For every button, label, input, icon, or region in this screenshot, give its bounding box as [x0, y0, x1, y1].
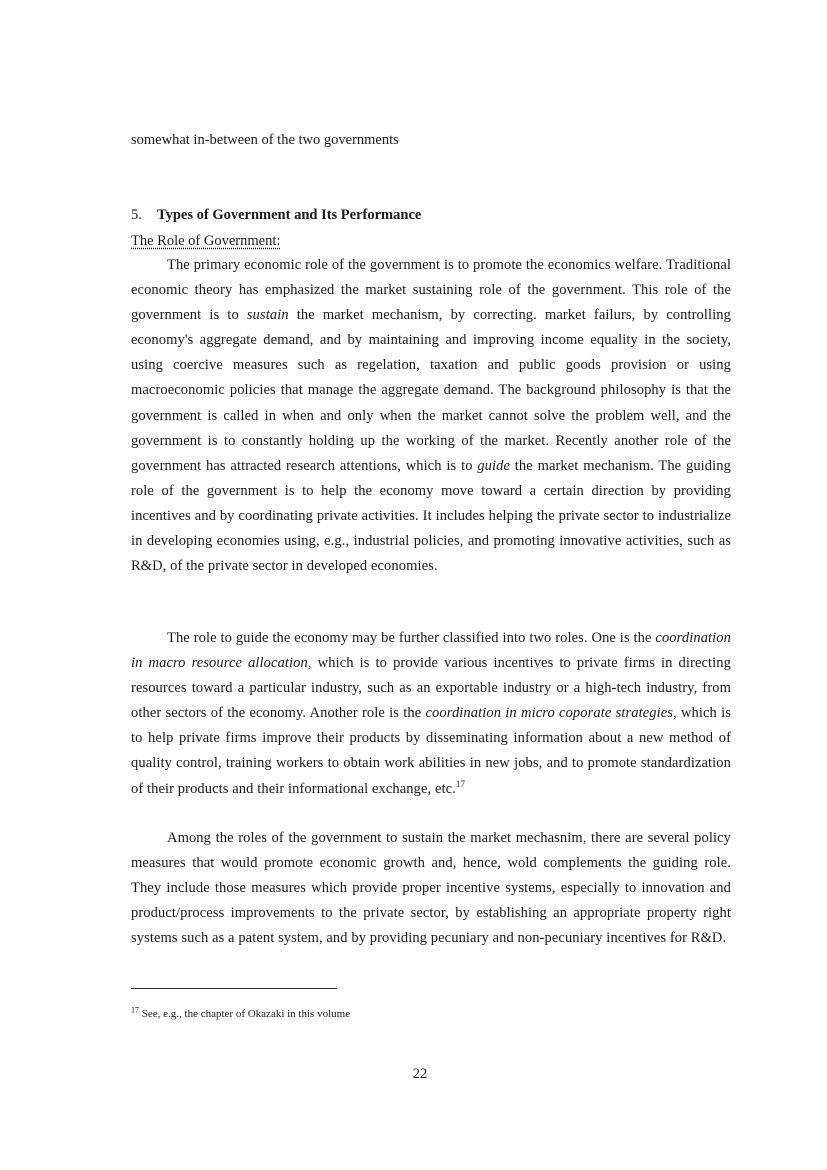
- emphasis-macro-coordination: coordination in macro resource allocation,: [131, 630, 731, 672]
- emphasis-sustain: sustain: [246, 307, 289, 324]
- lead-text: somewhat in-between of the two governments: [131, 132, 399, 148]
- emphasis-micro-coordination: coordination in micro coporate strategies,: [425, 705, 677, 722]
- paragraph-3: Among the roles of the government to sustain the market mechasnim, there are several policy measures that would promote economic growth and, hence, wold complements the guiding role. They include those measures which provide proper incentive systems, especially to innovation and product/process improvements to the private sector, by establishing an appropriate property right systems such as a patent system, and by providing pecuniary and non-pecuniary incentives for R&D.: [131, 830, 731, 947]
- paragraph-1-part-c: the market mechanism. The guiding role of the government is to help the economy move toward a certain direction by providing incentives and by coordinating private activities. It includes helping the private sector to industrialize in developing economies using, e.g., industrial policies, and promoting innovative activities, such as R&D, of the private sector in developed economies.: [131, 457, 731, 575]
- paragraph-2-part-c: which is to help private firms improve their products by disseminating information about a new method of quality control, training workers to obtain work abilities in new jobs, and to promote standardization of their products and their informational exchange, etc.: [131, 705, 732, 797]
- page-number: 22: [412, 1066, 428, 1082]
- footnote-text: See, e.g., the chapter of Okazaki in this volume: [139, 1008, 351, 1020]
- paragraph-2: [131, 626, 731, 802]
- paragraph-2-part-a: The role to guide the economy may be further classified into two roles. One is the: [167, 630, 656, 646]
- footnote: [131, 1007, 350, 1021]
- paragraph-2-part-b: which is to provide various incentives to private firms in directing resources toward a particular industry, such as an exportable industry or a high-tech industry, from other sectors of the economy. Another role is the: [131, 655, 731, 722]
- subheading: The Role of Government:: [131, 233, 281, 249]
- section-number: 5.: [131, 207, 142, 223]
- footnote-mark: 17: [131, 1005, 139, 1015]
- paragraph-1: [131, 253, 731, 579]
- section-heading: [131, 206, 731, 224]
- footnote-divider: [131, 988, 337, 989]
- section-title: Types of Government and Its Performance: [157, 207, 422, 223]
- footnote-reference: 17: [455, 778, 466, 789]
- paragraph-1-part-a: The primary economic role of the government is to promote the economics welfare. Traditional economic theory has emphasized the market sustaining role of the government. This role of the government is to: [131, 257, 731, 324]
- paragraph-1-part-b: the market mechanism, by correcting. market failurs, by controlling economy's aggregate demand, and by maintaining and improving income equality in the society, using coercive measures such as regelation, taxation and public goods provision or using macroeconomic policies that manage the aggregate demand. The background philosophy is that the government is called in when and only when the market cannot solve the problem well, and the government is to constantly holding up the working of the market. Recently another role of the government has attracted research attentions, which is to: [131, 307, 731, 474]
- emphasis-guide: guide: [477, 457, 511, 474]
